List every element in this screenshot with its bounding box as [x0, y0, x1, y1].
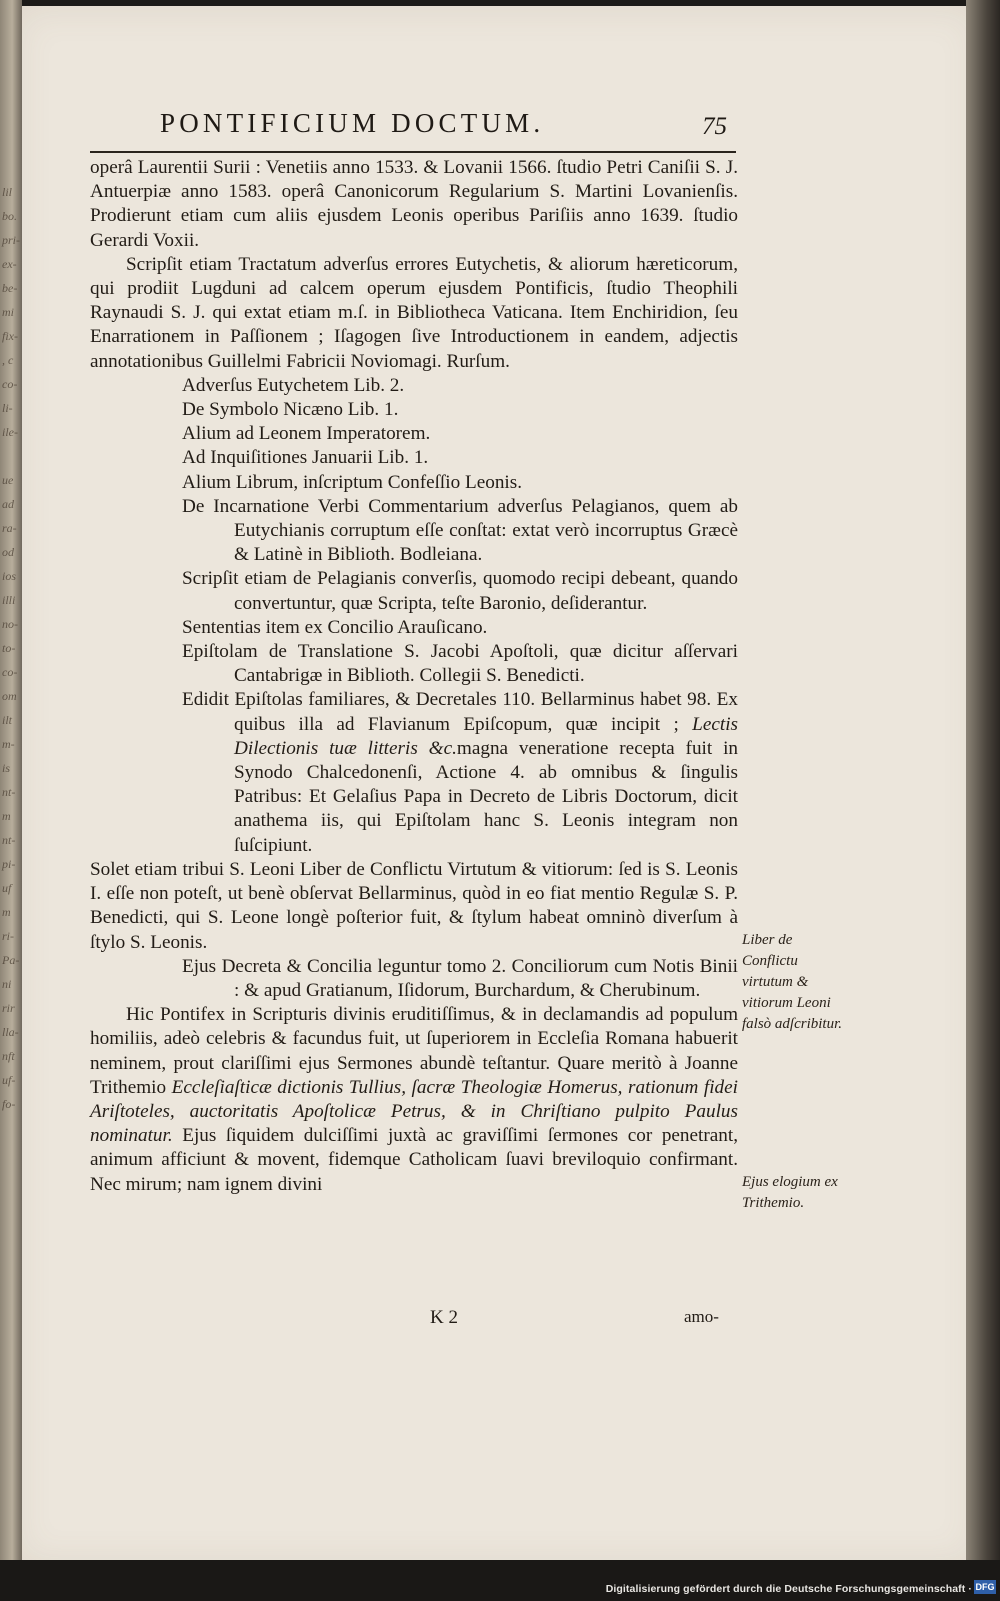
- running-head: PONTIFICIUM DOCTUM.: [160, 108, 545, 138]
- elogium-text: Hic Pontifex in Scripturis divinis eruditiſſimus, & in declamandis ad populum homiliis, adeò celebris & facundus fuit, ut ſuperiorem in Eccleſia Romana habuerit neminem, prout clariſſimi ejus Sermones abundè teſtantur. Quare meritò à Joanne Trithemio: [90, 1004, 738, 1098]
- works-list-item: Scripſit etiam de Pelagianis converſis, quomodo recipi debeant, quando convertuntur, quæ Scripta, teſte Baronio, deſiderantur.: [182, 568, 738, 614]
- paragraph-conflictu: Solet etiam tribui S. Leoni Liber de Conflictu Virtutum & vitiorum: ſed is S. Leonis I. eſſe non poteſt, ut benè obſervat Bellarminus, quòd in eo fiat mentio Regulæ S. P. Benedicti, qui S. Leone longè poſterior fuit, & ſtylum habeat omninò diverſum à ſtylo S. Leonis.: [90, 858, 738, 953]
- works-list-item: De Incarnatione Verbi Commentarium adverſus Pelagianos, quem ab Eutychianis corruptum eſſe conſtat: extat verò incorruptus Græcè & Latinè in Biblioth. Bodleiana.: [182, 495, 738, 566]
- epistles-text: Edidit Epiſtolas familiares, & Decretales 110. Bellarminus habet 98. Ex quibus illa ad Flavianum Epiſcopum, quæ incipit ;: [182, 689, 738, 735]
- works-list-item: Alium Librum, inſcriptum Confeſſio Leonis.: [182, 471, 523, 493]
- works-list-item: Sententias item ex Concilio Arauſicano.: [182, 616, 488, 638]
- epistle-incipit: Lectis Dilectionis tuæ litteris &c.: [234, 713, 739, 759]
- facing-page-edge: [0, 0, 22, 1560]
- works-list-item: Adverſus Eutychetem Lib. 2.: [182, 374, 405, 396]
- margin-note-elogium: Ejus elogium ex Trithemio.: [742, 1174, 838, 1211]
- paragraph-1: operâ Laurentii Surii : Venetiis anno 1533. & Lovanii 1566. ſtudio Petri Caniſii S. J. Antuerpiæ anno 1583. operâ Canonicorum Regularium S. Martini Lovanienſis. Prodierunt etiam cum aliis ejusdem Leonis operibus Pariſiis anno 1639. ſtudio Gerardi Voxii.: [90, 157, 738, 251]
- works-list-item: De Symbolo Nicæno Lib. 1.: [182, 399, 399, 421]
- trithemius-quote: Eccleſiaſticæ dictionis Tullius, ſacræ Theologiæ Homerus, rationum fidei Ariſtoteles, auctoritatis Apoſtolicæ Petrus, & in Chriſtiano pulpito Paulus nominatur.: [90, 1076, 739, 1147]
- epistles-text-cont: magna veneratione recepta fuit in Synodo Chalcedonenſi, Actione 4. ab omnibus & ſingulis Patribus: Et Gelaſius Papa in Decreto de Libris Doctorum, dicit anathema iis, qui Epiſtolam hanc S. Leonis integram non ſuſcipiunt.: [234, 737, 739, 856]
- works-list-item: Alium ad Leonem Imperatorem.: [182, 423, 431, 445]
- main-text: [90, 156, 738, 1197]
- paragraph-2: Scripſit etiam Tractatum adverſus errores Eutychetis, & aliorum hæreticorum, qui prodiit Lugduni ad calcem operum ejusdem Pontificis, ſtudio Theophili Raynaudi S. J. qui extat etiam m.ſ. in Bibliotheca Vaticana. Item Enchiridion, ſeu Enarrationem in Paſſionem ; Iſagogen ſive Introductionem in eandem, adjectis annotationibus Guillelmi Fabricii Noviomagi. Rurſum.: [90, 253, 738, 372]
- header-rule: [90, 151, 736, 153]
- facing-page-fragments: lil bo. pri- ex- be- mi fix- , c co- li- ile- ue ad ra- od ios illi no- to- co- om ilt m- is nt- m nt- pi- uf m ri- Pa- ni rir lla- nft uf- fo-: [2, 185, 20, 1111]
- margin-note-conflictu: Liber de Conflictu virtutum & vitiorum Leoni falsò adſcribitur.: [742, 932, 843, 1032]
- dfg-logo-icon: DFG: [975, 1582, 995, 1592]
- elogium-text-cont: Ejus ſiquidem dulciſſimi juxtà ac graviſſimi ſermones cor penetrant, animum afficiunt & movent, fidemque Catholicam ſuavi breviloquio confirmant. Nec mirum; nam ignem divini: [90, 1125, 738, 1195]
- page-number: 75: [702, 113, 727, 140]
- digitization-credit: Digitalisierung gefördert durch die Deutsche Forschungsgemeinschaft ·: [605, 1583, 972, 1595]
- catchword: amo-: [684, 1307, 719, 1326]
- works-list-item: Epiſtolam de Translatione S. Jacobi Apoſtoli, quæ dicitur aſſervari Cantabrigæ in Biblioth. Collegii S. Benedicti.: [182, 641, 738, 687]
- epistles-paragraph: [90, 688, 738, 857]
- decreta-paragraph: Ejus Decreta & Concilia leguntur tomo 2. Conciliorum cum Notis Binii : & apud Gratianum, Iſidorum, Burchardum, & Cherubinum.: [182, 955, 738, 1001]
- paragraph-elogium: [90, 1003, 738, 1197]
- works-list-item: Ad Inquiſitiones Januarii Lib. 1.: [182, 447, 429, 469]
- signature-mark: K 2: [430, 1307, 458, 1328]
- page-shadow-right: [966, 0, 1000, 1560]
